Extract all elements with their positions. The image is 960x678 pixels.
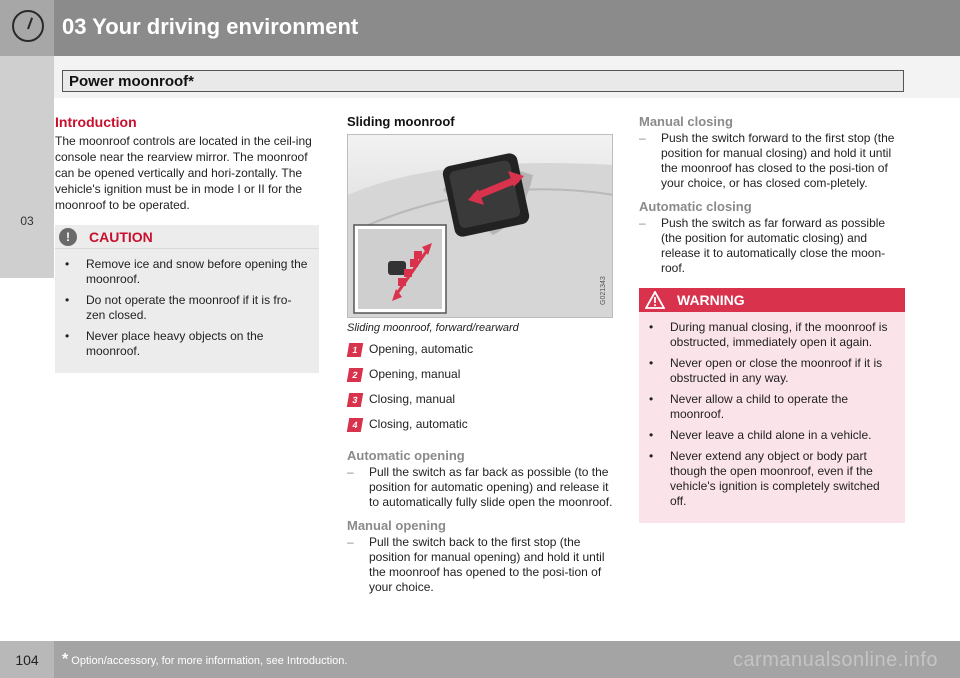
legend-number: 4 <box>347 418 363 432</box>
warning-title: WARNING <box>677 292 745 308</box>
step-dash: – <box>347 535 354 549</box>
watermark: carmanualsonline.info <box>732 649 938 671</box>
warning-item: • During manual closing, if the moonroof is obstructed, immediately open it again. <box>639 320 895 350</box>
caution-list <box>55 249 319 359</box>
auto-closing-step <box>639 216 905 276</box>
step-dash: – <box>347 465 354 479</box>
figure-caption: Sliding moonroof, forward/rearward <box>347 322 519 334</box>
warning-item: • Never open or close the moonroof if it is obstructed in any way. <box>639 356 895 386</box>
step-dash: – <box>639 216 646 230</box>
caution-icon: ! <box>59 228 77 246</box>
figure-legend <box>347 340 613 440</box>
auto-closing-heading: Automatic closing <box>639 199 752 214</box>
caution-header <box>55 225 319 249</box>
legend-number: 3 <box>347 393 363 407</box>
caution-item: • Remove ice and snow before opening the moonroof. <box>55 257 309 287</box>
moonroof-illustration <box>348 135 613 318</box>
footnote <box>62 651 347 669</box>
legend-item <box>347 340 613 365</box>
step-text: Push the switch forward to the first stop (the position for manual closing) and hold it until the moonroof has closed to the posi-tion of your choice, or has closed com-pletely. <box>661 131 895 190</box>
chapter-header <box>0 0 960 56</box>
legend-label: Opening, automatic <box>369 342 474 356</box>
warning-triangle-icon <box>645 291 665 309</box>
legend-label: Closing, manual <box>369 392 456 406</box>
chapter-number: 03 <box>20 214 34 228</box>
legend-item <box>347 390 613 415</box>
page-number: 104 <box>15 652 39 668</box>
warning-list <box>639 312 905 509</box>
auto-opening-heading: Automatic opening <box>347 448 465 463</box>
chapter-title: 03 Your driving environment <box>62 14 359 39</box>
column-middle <box>347 114 613 595</box>
caution-item: • Do not operate the moonroof if it is fro-zen closed. <box>55 293 309 323</box>
legend-number: 2 <box>347 368 363 382</box>
step-text: Pull the switch as far back as possible (to the position for automatic opening) and release it to automatically fully slide open the moonroof. <box>369 465 613 509</box>
footnote-text: Option/accessory, for more information, see Introduction. <box>68 655 348 667</box>
section-title: Power moonroof* <box>69 73 195 90</box>
caution-item: • Never place heavy objects on the moonroof. <box>55 329 309 359</box>
step-dash: – <box>639 131 646 145</box>
manual-opening-heading: Manual opening <box>347 518 446 533</box>
gauge-icon <box>12 10 44 42</box>
caution-box <box>55 225 319 373</box>
warning-header <box>639 288 905 312</box>
step-text: Push the switch as far forward as possible (the position for automatic closing) and release it to automatically close the moon-roof. <box>661 216 886 275</box>
legend-label: Opening, manual <box>369 367 461 381</box>
moonroof-figure <box>347 134 613 318</box>
page-footer <box>0 641 960 678</box>
caution-title: CAUTION <box>89 229 153 245</box>
legend-number: 1 <box>347 343 363 357</box>
page-number-box <box>0 641 54 678</box>
manual-closing-step <box>639 131 905 191</box>
column-left <box>55 114 319 373</box>
footnote-star: * <box>62 651 69 668</box>
sliding-heading: Sliding moonroof <box>347 114 455 129</box>
legend-item <box>347 365 613 390</box>
legend-item <box>347 415 613 440</box>
intro-heading: Introduction <box>55 114 137 130</box>
chapter-tab <box>0 0 54 56</box>
warning-item: • Never leave a child alone in a vehicle. <box>639 428 895 443</box>
section-title-box <box>62 70 904 92</box>
column-right <box>639 114 905 523</box>
intro-text: The moonroof controls are located in the ceil-ing console near the rearview mirror. The moonroof can be opened vertically and hori-zontally. The vehicle's ignition must be in mode I or II for the moonroof to be operated. <box>55 134 312 212</box>
manual-opening-step <box>347 535 613 595</box>
legend-label: Closing, automatic <box>369 417 468 431</box>
step-text: Pull the switch back to the first stop (the position for manual opening) and hold it until the moonroof has opened to the posi-tion of your choice. <box>369 535 605 594</box>
warning-item: • Never extend any object or body part though the open moonroof, even if the vehicle's ignition is completely switched off. <box>639 449 895 509</box>
manual-closing-heading: Manual closing <box>639 114 733 129</box>
chapter-side-strip <box>0 98 54 278</box>
warning-box <box>639 288 905 523</box>
figure-code: G021343 <box>600 276 607 305</box>
section-side-tab <box>0 56 54 98</box>
auto-opening-step <box>347 465 613 510</box>
warning-item: • Never allow a child to operate the moonroof. <box>639 392 895 422</box>
